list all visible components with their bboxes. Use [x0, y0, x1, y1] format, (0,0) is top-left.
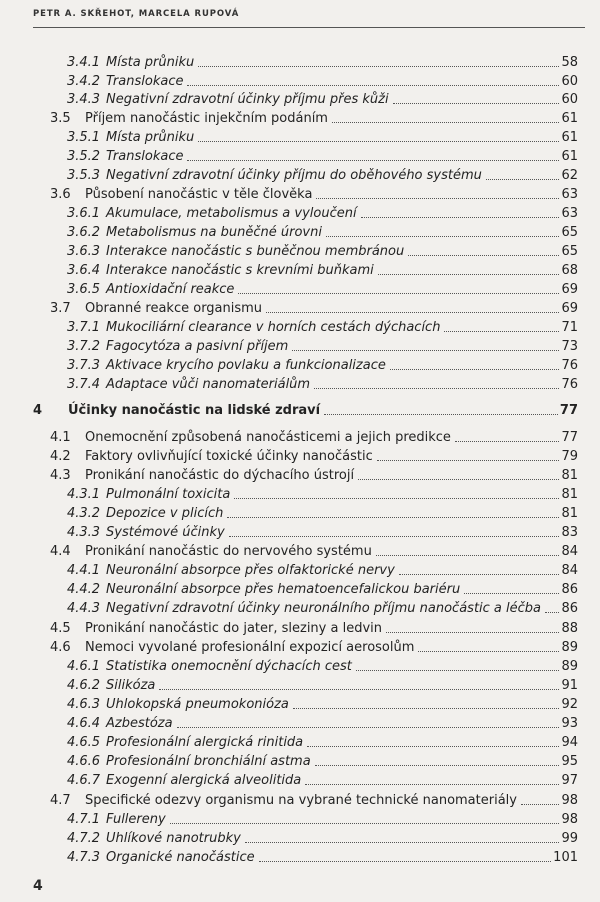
toc-entry: [67, 768, 578, 788]
dot-leader: [356, 669, 560, 671]
toc-entry-title: Nemoci vyvolané profesionální expozicí aerosolům: [85, 640, 415, 655]
toc-entry: [67, 520, 578, 540]
dot-leader: [198, 140, 559, 142]
toc-entry-title: Akumulace, metabolismus a vyloučení: [106, 206, 357, 221]
toc-entry-number: 3.7.2: [67, 339, 101, 354]
toc-entry-title: Faktory ovlivňující toxické účinky nanočástic: [85, 449, 373, 464]
toc-entry: [67, 144, 578, 164]
dot-leader: [245, 841, 560, 843]
toc-entry: [67, 749, 578, 769]
toc-entry: [67, 353, 578, 373]
toc-entry-page: 95: [561, 754, 578, 769]
dot-leader: [177, 726, 560, 728]
toc-entry-number: 3.7.4: [67, 377, 101, 392]
toc-entry-page: 92: [561, 697, 578, 712]
toc-entry-page: 61: [561, 111, 578, 126]
toc-entry: [50, 616, 578, 636]
dot-leader: [292, 349, 559, 351]
toc-entry-page: 63: [561, 206, 578, 221]
toc-entry: [67, 125, 578, 145]
dot-leader: [376, 554, 560, 556]
toc-entry-page: 58: [561, 55, 578, 70]
toc-entry-title: Adaptace vůči nanomateriálům: [106, 377, 311, 392]
dot-leader: [324, 413, 558, 415]
toc-entry: [50, 444, 578, 464]
toc-entry: [50, 182, 578, 202]
toc-entry-page: 91: [561, 678, 578, 693]
toc-entry-number: 3.6.2: [67, 225, 101, 240]
toc-entry: [67, 596, 578, 616]
toc-entry-number: 3.4.2: [67, 74, 101, 89]
toc-entry-title: Negativní zdravotní účinky příjmu do oběhového systému: [106, 168, 482, 183]
toc-entry-page: 61: [561, 149, 578, 164]
toc-entry-title: Místa průniku: [106, 130, 195, 145]
dot-leader: [378, 273, 560, 275]
toc-entry-page: 77: [559, 403, 578, 418]
toc-entry: [67, 730, 578, 750]
toc-entry: [67, 654, 578, 674]
dot-leader: [521, 803, 559, 805]
toc-entry-page: 98: [561, 812, 578, 827]
toc-entry: [33, 398, 578, 418]
toc-entry-page: 89: [561, 640, 578, 655]
toc-entry: [67, 711, 578, 731]
toc-entry-page: 86: [561, 582, 578, 597]
toc-entry-number: 4.3.3: [67, 525, 101, 540]
toc-entry-title: Uhlokopská pneumokonióza: [106, 697, 289, 712]
dot-leader: [418, 650, 559, 652]
toc-entry-number: 4.4: [50, 544, 71, 559]
toc-entry-number: 4.6.6: [67, 754, 101, 769]
dot-leader: [332, 121, 559, 123]
toc-entry: [67, 220, 578, 240]
toc-entry: [50, 106, 578, 126]
toc-entry: [50, 296, 578, 316]
toc-entry: [50, 539, 578, 559]
toc-entry-title: Interakce nanočástic s krevními buňkami: [106, 263, 374, 278]
toc-entry: [67, 577, 578, 597]
toc-entry-number: 3.6: [50, 187, 71, 202]
toc-entry-number: 3.6.1: [67, 206, 101, 221]
toc-entry-title: Onemocnění způsobená nanočásticemi a jejich predikce: [85, 430, 451, 445]
page-number: 4: [33, 878, 43, 894]
toc-entry-number: 4.7: [50, 793, 71, 808]
toc-entry: [67, 315, 578, 335]
toc-entry-number: 4.2: [50, 449, 71, 464]
dot-leader: [393, 102, 560, 104]
toc-entry-title: Působení nanočástic v těle člověka: [85, 187, 313, 202]
toc-entry-number: 3.4.3: [67, 92, 101, 107]
toc-entry-number: 4.4.2: [67, 582, 101, 597]
toc-entry-title: Negativní zdravotní účinky neuronálního příjmu nanočástic a léčba: [106, 601, 542, 616]
toc-entry-number: 4.4.3: [67, 601, 101, 616]
toc-entry: [67, 50, 578, 70]
toc-entry-title: Fagocytóza a pasivní příjem: [106, 339, 289, 354]
dot-leader: [358, 478, 559, 480]
toc-entry: [50, 463, 578, 483]
toc-entry: [50, 788, 578, 808]
toc-entry-number: 4.5: [50, 621, 71, 636]
toc-entry-page: 101: [553, 850, 578, 865]
toc-entry-number: 4: [33, 403, 43, 418]
toc-entry-number: 4.7.2: [67, 831, 101, 846]
toc-entry-title: Pronikání nanočástic do dýchacího ústrojí: [85, 468, 355, 483]
toc-entry-title: Příjem nanočástic injekčním podáním: [85, 111, 328, 126]
toc-entry-page: 60: [561, 74, 578, 89]
toc-entry-page: 73: [561, 339, 578, 354]
toc-entry-page: 84: [561, 544, 578, 559]
toc-entry-page: 62: [561, 168, 578, 183]
toc-entry-page: 99: [561, 831, 578, 846]
dot-leader: [314, 387, 559, 389]
dot-leader: [408, 254, 559, 256]
dot-leader: [187, 159, 559, 161]
toc-entry-title: Systémové účinky: [106, 525, 225, 540]
toc-entry: [67, 334, 578, 354]
toc-entry: [67, 558, 578, 578]
toc-entry: [67, 692, 578, 712]
toc-entry-title: Statistika onemocnění dýchacích cest: [106, 659, 352, 674]
toc-entry-page: 60: [561, 92, 578, 107]
dot-leader: [399, 573, 560, 575]
toc-entry-number: 3.6.4: [67, 263, 101, 278]
toc-entry-number: 4.3.1: [67, 487, 101, 502]
toc-entry-number: 4.1: [50, 430, 71, 445]
toc-entry-page: 97: [561, 773, 578, 788]
toc-entry-title: Neuronální absorpce přes olfaktorické nervy: [106, 563, 395, 578]
toc-entry-title: Translokace: [106, 74, 184, 89]
dot-leader: [361, 216, 560, 218]
dot-leader: [238, 292, 559, 294]
toc-entry-title: Azbestóza: [106, 716, 173, 731]
toc-entry-page: 88: [561, 621, 578, 636]
dot-leader: [444, 330, 559, 332]
toc-entry-title: Místa průniku: [106, 55, 195, 70]
toc-entry-page: 63: [561, 187, 578, 202]
toc-entry-title: Interakce nanočástic s buněčnou membránou: [106, 244, 405, 259]
dot-leader: [234, 497, 559, 499]
dot-leader: [170, 822, 560, 824]
toc-entry-number: 4.6.2: [67, 678, 101, 693]
toc-entry-number: 3.7.1: [67, 320, 101, 335]
toc-entry-title: Profesionální alergická rinitida: [106, 735, 304, 750]
toc-entry-number: 4.6.5: [67, 735, 101, 750]
toc-entry-number: 3.7.3: [67, 358, 101, 373]
toc-entry: [67, 673, 578, 693]
dot-leader: [316, 197, 559, 199]
toc-entry-title: Antioxidační reakce: [106, 282, 235, 297]
toc-entry: [67, 372, 578, 392]
toc-entry: [67, 277, 578, 297]
toc-entry: [67, 239, 578, 259]
toc-entry: [50, 425, 578, 445]
toc-entry-page: 65: [561, 244, 578, 259]
toc-entry-number: 4.6.7: [67, 773, 101, 788]
toc-entry-number: 3.6.5: [67, 282, 101, 297]
toc-entry-title: Depozice v plicích: [106, 506, 224, 521]
toc-entry: [50, 635, 578, 655]
toc-entry-page: 77: [561, 430, 578, 445]
toc-entry-page: 93: [561, 716, 578, 731]
toc-entry-number: 4.6.4: [67, 716, 101, 731]
toc-entry-title: Účinky nanočástic na lidské zdraví: [68, 403, 321, 418]
dot-leader: [266, 311, 559, 313]
dot-leader: [305, 783, 559, 785]
dot-leader: [198, 65, 559, 67]
toc-entry-page: 79: [561, 449, 578, 464]
dot-leader: [315, 764, 560, 766]
dot-leader: [377, 459, 560, 461]
toc-entry-title: Silikóza: [106, 678, 156, 693]
toc-entry: [67, 163, 578, 183]
toc-entry-number: 3.6.3: [67, 244, 101, 259]
toc-entry-number: 4.7.1: [67, 812, 101, 827]
toc-entry-title: Negativní zdravotní účinky příjmu přes kůži: [106, 92, 389, 107]
toc-entry-number: 3.5.3: [67, 168, 101, 183]
dot-leader: [259, 860, 552, 862]
toc-entry-number: 4.4.1: [67, 563, 101, 578]
dot-leader: [464, 592, 559, 594]
toc-entry-title: Specifické odezvy organismu na vybrané technické nanomateriály: [85, 793, 517, 808]
toc-entry-title: Profesionální bronchiální astma: [106, 754, 311, 769]
dot-leader: [455, 440, 560, 442]
toc-entry-title: Uhlíkové nanotrubky: [106, 831, 241, 846]
toc-entry-page: 65: [561, 225, 578, 240]
toc-entry-page: 81: [561, 506, 578, 521]
toc-entry-number: 3.7: [50, 301, 71, 316]
toc-entry-number: 3.4.1: [67, 55, 101, 70]
toc-entry-page: 84: [561, 563, 578, 578]
dot-leader: [229, 535, 560, 537]
running-header: PETR A. SKŘEHOT, MARCELA RUPOVÁ: [33, 9, 240, 19]
toc-entry: [67, 807, 578, 827]
toc-entry-title: Fullereny: [106, 812, 166, 827]
toc-entry-page: 81: [561, 468, 578, 483]
toc-entry-page: 86: [561, 601, 578, 616]
toc-entry-number: 4.6.1: [67, 659, 101, 674]
toc-entry-page: 81: [561, 487, 578, 502]
dot-leader: [307, 745, 559, 747]
toc-entry-page: 83: [561, 525, 578, 540]
dot-leader: [159, 688, 559, 690]
toc-entry-page: 76: [561, 377, 578, 392]
toc-entry-page: 71: [561, 320, 578, 335]
dot-leader: [486, 178, 560, 180]
toc-entry-number: 4.3.2: [67, 506, 101, 521]
toc-entry-title: Mukociliární clearance v horních cestách dýchacích: [106, 320, 441, 335]
toc-entry-number: 3.5.1: [67, 130, 101, 145]
toc-entry-number: 3.5: [50, 111, 71, 126]
toc-entry-page: 89: [561, 659, 578, 674]
toc-entry-number: 4.6: [50, 640, 71, 655]
toc-entry: [67, 501, 578, 521]
toc-entry: [67, 826, 578, 846]
toc-entry-number: 3.5.2: [67, 149, 101, 164]
toc-entry-page: 68: [561, 263, 578, 278]
toc-entry: [67, 87, 578, 107]
toc-entry-page: 98: [561, 793, 578, 808]
toc-entry-page: 94: [561, 735, 578, 750]
toc-entry-title: Pronikání nanočástic do jater, sleziny a ledvin: [85, 621, 383, 636]
dot-leader: [386, 631, 559, 633]
toc-entry-title: Obranné reakce organismu: [85, 301, 263, 316]
toc-entry-number: 4.7.3: [67, 850, 101, 865]
toc-entry-title: Exogenní alergická alveolitida: [106, 773, 302, 788]
toc-entry-title: Organické nanočástice: [106, 850, 255, 865]
toc-entry-title: Metabolismus na buněčné úrovni: [106, 225, 322, 240]
toc-entry: [67, 482, 578, 502]
toc-entry-number: 4.6.3: [67, 697, 101, 712]
toc-entry-page: 76: [561, 358, 578, 373]
toc-entry: [67, 258, 578, 278]
dot-leader: [545, 611, 559, 613]
dot-leader: [390, 368, 560, 370]
toc-entry-number: 4.3: [50, 468, 71, 483]
dot-leader: [326, 235, 559, 237]
toc-entry-title: Aktivace krycího povlaku a funkcionalizace: [106, 358, 386, 373]
toc-entry: [67, 201, 578, 221]
toc-entry-title: Translokace: [106, 149, 184, 164]
toc-entry-page: 69: [561, 282, 578, 297]
toc-entry-title: Pronikání nanočástic do nervového systému: [85, 544, 372, 559]
toc-entry-title: Pulmonální toxicita: [106, 487, 231, 502]
dot-leader: [187, 84, 559, 86]
toc-entry: [67, 69, 578, 89]
toc-entry-page: 69: [561, 301, 578, 316]
toc-entry-title: Neuronální absorpce přes hematoencefalickou bariéru: [106, 582, 461, 597]
dot-leader: [293, 707, 560, 709]
dot-leader: [227, 516, 559, 518]
toc-entry-page: 61: [561, 130, 578, 145]
toc-entry: [67, 845, 578, 865]
